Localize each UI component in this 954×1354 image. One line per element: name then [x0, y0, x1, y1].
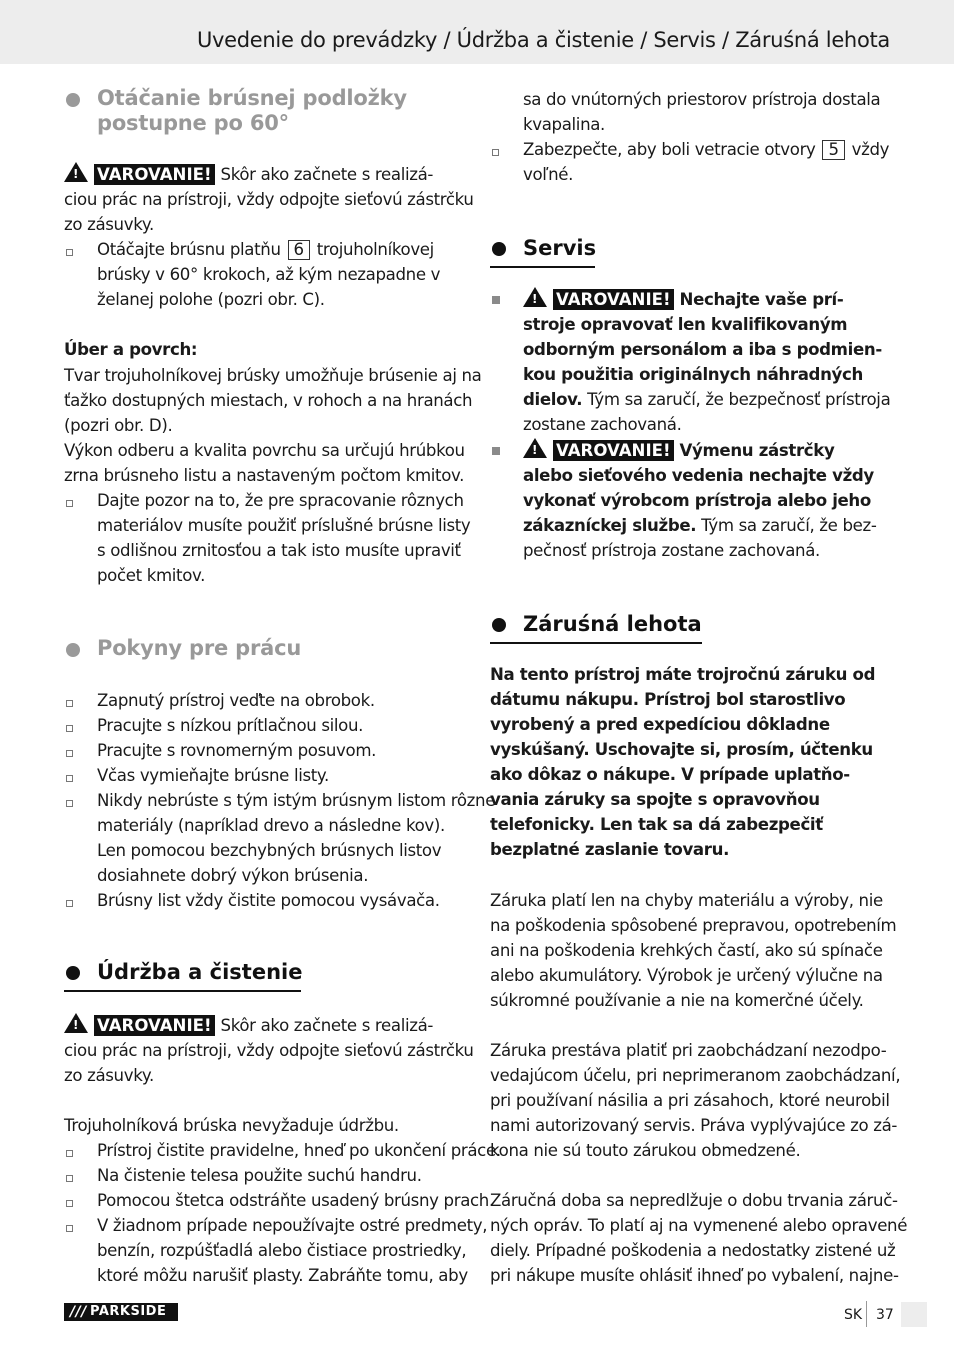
- paragraph-line: telefonicky. Len tak sa dá zabezpečiť: [490, 815, 823, 834]
- paragraph-line: vyrobený a pred expedíciou dôkladne: [490, 715, 830, 734]
- warning-label: VAROVANIE!: [553, 440, 674, 461]
- paragraph-line: ných opráv. To platí aj na vymenené alebo opravené: [490, 1216, 908, 1235]
- list-item-text: počet kmitov.: [97, 566, 206, 585]
- warning-text: Skôr ako začnete s realizá-: [220, 1016, 434, 1035]
- paragraph-line: vedajúcom účelu, pri neprimeranom zaobchádzaní,: [490, 1066, 901, 1085]
- list-bullet-icon: [66, 1225, 73, 1232]
- subheading: Úber a povrch:: [64, 340, 198, 359]
- paragraph-line: Trojuholníková brúska nevyžaduje údržbu.: [64, 1116, 399, 1135]
- section-title: Otáčanie brúsnej podložky: [97, 86, 407, 110]
- warning-line: [64, 1013, 433, 1038]
- section-title: Údržba a čistenie: [97, 960, 303, 984]
- list-item-text: dosiahnete dobrý výkon brúsenia.: [97, 866, 369, 885]
- list-bullet-icon: [492, 447, 500, 455]
- warning-label: VAROVANIE!: [94, 164, 215, 185]
- page-number: 37: [876, 1307, 894, 1323]
- paragraph-line: ani na poškodenia krehkých častí, ako sú spínače: [490, 941, 883, 960]
- paragraph-line: kona nie sú touto zárukou obmedzené.: [490, 1141, 801, 1160]
- paragraph-line: ťažko dostupných miestach, v rohoch a na hranách: [64, 391, 473, 410]
- list-item-text: Nikdy nebrúste s tým istým brúsnym listom rôzne: [97, 791, 496, 810]
- paragraph-line: zrna brúsneho listu a nastaveným počtom kmitov.: [64, 466, 465, 485]
- paragraph-line: dátumu nákupu. Prístroj bol starostlivo: [490, 690, 846, 709]
- warning-line: !VAROVANIE! Nechajte vaše prí-: [523, 287, 843, 312]
- warning-text: zo zásuvky.: [64, 215, 154, 234]
- list-bullet-icon: [66, 700, 73, 707]
- paragraph-line: (pozri obr. D).: [64, 416, 173, 435]
- list-item-text: materiály (napríklad drevo a následne kov).: [97, 816, 445, 835]
- warning-line: [64, 162, 433, 187]
- page-header-title: Uvedenie do prevádzky / Údržba a čistenie / Servis / Záruśná lehota: [196, 28, 890, 52]
- paragraph-line: na poškodenia spôsobené prepravou, opotrebením: [490, 916, 897, 935]
- list-item-text: Pracujte s rovnomerným posuvom.: [97, 741, 377, 760]
- list-bullet-icon: [66, 900, 73, 907]
- warning-text: dielov. Tým sa zaručí, že bezpečnosť prístroja: [523, 390, 891, 409]
- list-item: Otáčajte brúsnu platňu 6 trojuholníkovej: [97, 240, 434, 259]
- list-item-text: kvapalina.: [523, 115, 605, 134]
- list-item-text: benzín, rozpúšťadlá alebo čistiace prostriedky,: [97, 1241, 467, 1260]
- list-item: Zabezpečte, aby boli vetracie otvory 5 vždy: [523, 140, 890, 159]
- paragraph-line: Záručná doba sa nepredlžuje o dobu trvania záruč-: [490, 1191, 898, 1210]
- warning-label: VAROVANIE!: [553, 289, 674, 310]
- paragraph-line: bezplatné zaslanie tovaru.: [490, 840, 730, 859]
- paragraph-line: pri nákupe musíte ohlásiť ihneď po vybalení, najne-: [490, 1266, 899, 1285]
- section-title: Pokyny pre prácu: [97, 636, 302, 660]
- warning-text: stroje opravovať len kvalifikovaným: [523, 315, 848, 334]
- list-bullet-icon: [66, 1150, 73, 1157]
- warning-text: vykonať výrobcom prístroja alebo jeho: [523, 491, 871, 510]
- paragraph-line: Na tento prístroj máte trojročnú záruku od: [490, 665, 876, 684]
- section-title: Záruśná lehota: [523, 612, 702, 636]
- warning-text: odborným personálom a iba s podmien-: [523, 340, 882, 359]
- warning-triangle-icon: [64, 1013, 88, 1033]
- paragraph-line: diely. Prípadné poškodenia a nedostatky zistené už: [490, 1241, 896, 1260]
- heading-underline: [490, 266, 595, 268]
- paragraph-line: Tvar trojuholníkovej brúsky umožňuje brúsenie aj na: [64, 366, 482, 385]
- warning-text: kou použitia originálnych náhradných: [523, 365, 863, 384]
- list-item-text: Brúsny list vždy čistite pomocou vysávača.: [97, 891, 440, 910]
- list-item-text: Pomocou štetca odstráňte usadený brúsny prach.: [97, 1191, 494, 1210]
- paragraph-line: vania záruky sa spojte s opravovňou: [490, 790, 820, 809]
- list-item-text: Zapnutý prístroj veďte na obrobok.: [97, 691, 375, 710]
- logo-text: PARKSIDE: [90, 1304, 167, 1319]
- paragraph-line: pri používaní násilia a pri zásahoch, ktoré neurobil: [490, 1091, 890, 1110]
- list-item-text: želanej polohe (pozri obr. C).: [97, 290, 325, 309]
- warning-text: Skôr ako začnete s realizá-: [220, 165, 434, 184]
- warning-text: alebo sieťového vedenia nechajte vždy: [523, 466, 874, 485]
- list-item-text: Na čistenie telesa použite suchú handru.: [97, 1166, 422, 1185]
- list-item-text: s odlišnou zrnitosťou a tak isto musíte upraviť: [97, 541, 461, 560]
- warning-text: zákazníckej službe. Tým sa zaručí, že bez-: [523, 516, 877, 535]
- bullet-dot-icon: [66, 966, 80, 980]
- paragraph-line: alebo akumulátory. Výrobok je určený výlučne na: [490, 966, 883, 985]
- list-item-text: Včas vymieňajte brúsne listy.: [97, 766, 329, 785]
- warning-triangle-icon: [523, 287, 547, 307]
- list-bullet-icon: [66, 800, 73, 807]
- list-item-text: ktoré môžu narušiť plasty. Zabráňte tomu, aby: [97, 1266, 468, 1285]
- paragraph-line: Záruka platí len na chyby materiálu a výroby, nie: [490, 891, 883, 910]
- list-bullet-icon: [492, 149, 499, 156]
- warning-text: ciou prác na prístroji, vždy odpojte sieťovú zástrčku: [64, 1041, 474, 1060]
- list-item-text: V žiadnom prípade nepoužívajte ostré predmety,: [97, 1216, 488, 1235]
- warning-text: zo zásuvky.: [64, 1066, 154, 1085]
- language-code: SK: [844, 1307, 863, 1323]
- list-item-text: voľné.: [523, 165, 574, 184]
- parkside-logo: [64, 1303, 178, 1321]
- heading-underline: [64, 990, 301, 992]
- list-bullet-icon: [66, 725, 73, 732]
- reference-number: 5: [822, 140, 844, 160]
- reference-number: 6: [288, 240, 310, 260]
- list-item-text: Pracujte s nízkou prítlačnou silou.: [97, 716, 364, 735]
- list-item-text: brúsky v 60° krokoch, až kým nezapadne v: [97, 265, 441, 284]
- paragraph-line: súkromné používanie a nie na komerčné účely.: [490, 991, 864, 1010]
- list-bullet-icon: [66, 1175, 73, 1182]
- paragraph-line: nami autorizovaný servis. Práva vyplývajúce zo zá-: [490, 1116, 898, 1135]
- section-title: postupne po 60°: [97, 111, 289, 135]
- logo-stripes-icon: ///: [70, 1304, 87, 1320]
- list-item-text: sa do vnútorných priestorov prístroja dostala: [523, 90, 881, 109]
- warning-label: VAROVANIE!: [94, 1015, 215, 1036]
- list-bullet-icon: [66, 500, 73, 507]
- footer-divider: [866, 1301, 867, 1327]
- paragraph-line: ako dôkaz o nákupe. V prípade uplatňo-: [490, 765, 850, 784]
- paragraph-line: Záruka prestáva platiť pri zaobchádzaní nezodpo-: [490, 1041, 887, 1060]
- paragraph-line: Výkon odberu a kvalita povrchu sa určujú hrúbkou: [64, 441, 465, 460]
- warning-triangle-icon: [64, 162, 88, 182]
- warning-text: zostane zachovaná.: [523, 415, 682, 434]
- bullet-dot-icon: [66, 93, 80, 107]
- list-bullet-icon: [66, 775, 73, 782]
- list-item-text: Dajte pozor na to, že pre spracovanie rôznych: [97, 491, 464, 510]
- warning-text: ciou prác na prístroji, vždy odpojte sieťovú zástrčku: [64, 190, 474, 209]
- heading-underline: [490, 642, 702, 644]
- warning-text: pečnosť prístroja zostane zachovaná.: [523, 541, 820, 560]
- bullet-dot-icon: [66, 643, 80, 657]
- warning-line: !VAROVANIE! Výmenu zástrčky: [523, 438, 834, 463]
- list-bullet-icon: [66, 1200, 73, 1207]
- list-item-text: materiálov musíte použiť príslušné brúsne listy: [97, 516, 471, 535]
- list-bullet-icon: [66, 750, 73, 757]
- bullet-dot-icon: [492, 618, 506, 632]
- warning-triangle-icon: [523, 438, 547, 458]
- section-title: Servis: [523, 236, 597, 260]
- list-item-text: Len pomocou bezchybných brúsnych listov: [97, 841, 442, 860]
- list-item-text: Prístroj čistite pravidelne, hneď po ukončení práce.: [97, 1141, 501, 1160]
- paragraph-line: vyskúšaný. Uschovajte si, prosím, účtenku: [490, 740, 873, 759]
- list-bullet-icon: [492, 296, 500, 304]
- list-bullet-icon: [66, 249, 73, 256]
- footer-tab-box: [901, 1302, 927, 1327]
- bullet-dot-icon: [492, 242, 506, 256]
